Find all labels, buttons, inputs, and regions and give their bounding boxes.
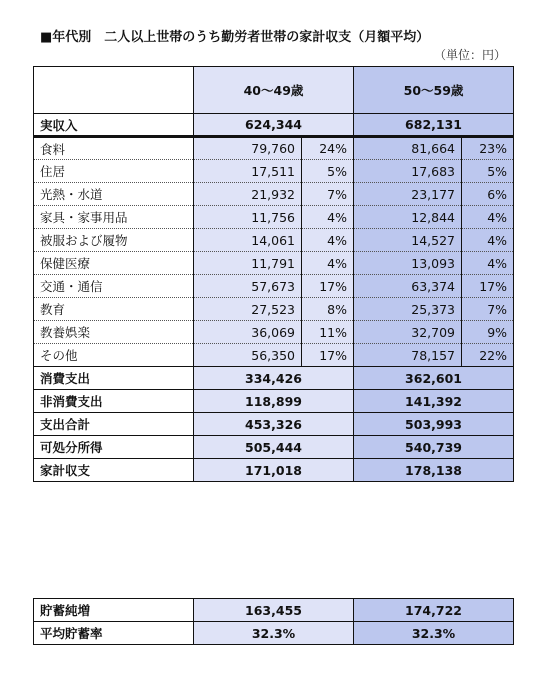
row-label: 家具・家事用品 — [34, 206, 194, 229]
household-budget-table — [33, 66, 514, 482]
total-row — [34, 367, 514, 390]
value-50s: 25,373 — [354, 298, 462, 321]
value-40s: 11,791 — [194, 252, 302, 275]
savings-table — [33, 598, 514, 645]
share-50s: 23% — [462, 137, 514, 160]
savings-row — [34, 599, 514, 622]
share-50s: 4% — [462, 229, 514, 252]
value-40s: 334,426 — [194, 367, 354, 390]
value-50s: 141,392 — [354, 390, 514, 413]
value-40s: 27,523 — [194, 298, 302, 321]
share-40s: 24% — [302, 137, 354, 160]
row-label: 実収入 — [34, 114, 194, 137]
share-40s: 8% — [302, 298, 354, 321]
share-50s: 4% — [462, 206, 514, 229]
header-row — [34, 67, 514, 114]
share-40s: 11% — [302, 321, 354, 344]
value-50s: 503,993 — [354, 413, 514, 436]
expense-row — [34, 275, 514, 298]
value-50s: 682,131 — [354, 114, 514, 137]
value-50s: 23,177 — [354, 183, 462, 206]
value-50s: 14,527 — [354, 229, 462, 252]
share-50s: 5% — [462, 160, 514, 183]
row-label: 交通・通信 — [34, 275, 194, 298]
value-50s: 13,093 — [354, 252, 462, 275]
row-label: 可処分所得 — [34, 436, 194, 459]
value-40s: 79,760 — [194, 137, 302, 160]
value-50s: 32,709 — [354, 321, 462, 344]
total-row — [34, 413, 514, 436]
value-40s: 11,756 — [194, 206, 302, 229]
share-40s: 4% — [302, 229, 354, 252]
value-50s: 174,722 — [354, 599, 514, 622]
row-label: 支出合計 — [34, 413, 194, 436]
row-label: 教育 — [34, 298, 194, 321]
value-40s: 171,018 — [194, 459, 354, 482]
row-label: 家計収支 — [34, 459, 194, 482]
expense-row — [34, 183, 514, 206]
share-50s: 22% — [462, 344, 514, 367]
value-50s: 32.3% — [354, 622, 514, 645]
row-label: 非消費支出 — [34, 390, 194, 413]
share-50s: 6% — [462, 183, 514, 206]
value-50s: 81,664 — [354, 137, 462, 160]
row-label: 平均貯蓄率 — [34, 622, 194, 645]
share-40s: 5% — [302, 160, 354, 183]
expense-row — [34, 321, 514, 344]
header-age-50s: 50〜59歳 — [354, 67, 514, 114]
row-label: 消費支出 — [34, 367, 194, 390]
row-label: 貯蓄純増 — [34, 599, 194, 622]
value-40s: 14,061 — [194, 229, 302, 252]
row-label: 食料 — [34, 137, 194, 160]
value-40s: 21,932 — [194, 183, 302, 206]
row-label: 被服および履物 — [34, 229, 194, 252]
value-40s: 32.3% — [194, 622, 354, 645]
value-40s: 57,673 — [194, 275, 302, 298]
total-row — [34, 390, 514, 413]
value-50s: 78,157 — [354, 344, 462, 367]
share-50s: 4% — [462, 252, 514, 275]
expense-row — [34, 298, 514, 321]
value-40s: 36,069 — [194, 321, 302, 344]
unit-label: （単位：円） — [433, 48, 506, 62]
value-50s: 63,374 — [354, 275, 462, 298]
value-40s: 163,455 — [194, 599, 354, 622]
row-label: 住居 — [34, 160, 194, 183]
value-50s: 540,739 — [354, 436, 514, 459]
row-label: 教養娯楽 — [34, 321, 194, 344]
value-50s: 362,601 — [354, 367, 514, 390]
value-40s: 505,444 — [194, 436, 354, 459]
value-40s: 118,899 — [194, 390, 354, 413]
total-row — [34, 436, 514, 459]
share-50s: 7% — [462, 298, 514, 321]
header-age-40s: 40〜49歳 — [194, 67, 354, 114]
expense-row — [34, 252, 514, 275]
share-40s: 7% — [302, 183, 354, 206]
share-40s: 4% — [302, 252, 354, 275]
share-40s: 17% — [302, 275, 354, 298]
table-title: ■年代別 二人以上世帯のうち勤労者世帯の家計収支（月額平均） — [40, 30, 430, 45]
expense-row — [34, 160, 514, 183]
value-40s: 17,511 — [194, 160, 302, 183]
row-label: 保健医療 — [34, 252, 194, 275]
value-40s: 56,350 — [194, 344, 302, 367]
share-40s: 17% — [302, 344, 354, 367]
savings-row — [34, 622, 514, 645]
row-label: 光熱・水道 — [34, 183, 194, 206]
value-40s: 453,326 — [194, 413, 354, 436]
expense-row — [34, 344, 514, 367]
value-40s: 624,344 — [194, 114, 354, 137]
income-row — [34, 114, 514, 137]
total-row — [34, 459, 514, 482]
share-40s: 4% — [302, 206, 354, 229]
share-50s: 9% — [462, 321, 514, 344]
expense-row — [34, 206, 514, 229]
header-blank — [34, 67, 194, 114]
share-50s: 17% — [462, 275, 514, 298]
value-50s: 12,844 — [354, 206, 462, 229]
row-label: その他 — [34, 344, 194, 367]
expense-row — [34, 137, 514, 160]
expense-row — [34, 229, 514, 252]
value-50s: 178,138 — [354, 459, 514, 482]
value-50s: 17,683 — [354, 160, 462, 183]
